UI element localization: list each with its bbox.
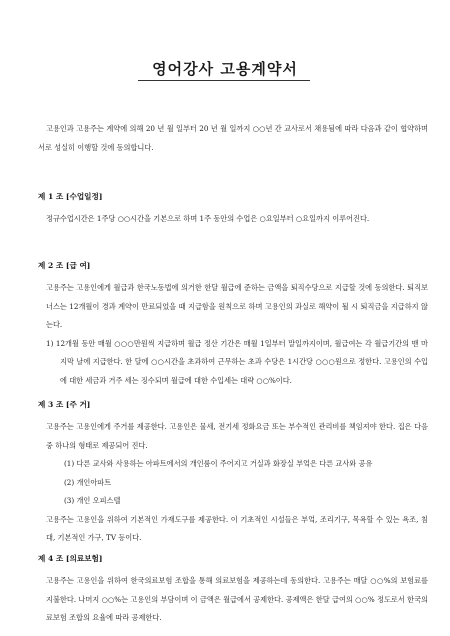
housing-option: (3) 개인 오피스텔 [64,496,121,505]
article-heading: 제 1 조 [수업일정] [38,192,103,201]
article-paragraph: 고용주는 고용인에게 월급과 한국노동법에 의거한 한달 월급에 준하는 금액을 퇴직수당으로 지급할 것에 동의한다. 퇴직보너스는 12개월이 경과 계약이 만료되었을 때 지급함을 원칙으로 하며 고용인의 과실로 해약이 될 시 퇴직금을 지급하지 않는다. [46,283,428,329]
article-paragraph: 정규수업시간은 1주당 ○○시간을 기본으로 하며 1주 동안의 수업은 ○요일부터 ○요일까지 이루어진다. [46,214,370,223]
article-heading: 제 2 조 [급 여] [38,261,91,270]
title-underline [138,80,310,81]
housing-option: (2) 개인아파트 [64,477,112,487]
article-1 [38,191,428,229]
intro-paragraph: 고용인과 고용주는 계약에 의해 20 년 월 일부터 20 년 월 일까지 ○○년 간 교사로서 채용됨에 따라 다음과 같이 협약하며 서로 성실히 이행할 것에 동의합니다. [38,124,428,152]
article-paragraph: 고용주는 고용인을 위하여 기본적인 가재도구를 제공한다. 이 기초적인 시설들은 부엌, 조리기구, 목욕할 수 있는 욕조, 침대, 기본적인 가구, TV 등이다. [46,514,428,542]
article-paragraph: 고용주는 고용인에게 주거를 제공한다. 고용인은 물세, 전기세 정화요금 또는 부수적인 관리비를 책임져야 한다. 집은 다음 중 하나의 형태로 제공되어 진다. [46,422,428,450]
article-paragraph: 고용주는 고용인을 위하여 한국의료보험 조합을 통해 의료보험을 제공하는데 동의한다. 고용주는 매달 ○○%의 보험료를 지불한다. 나머지 ○○%는 고용인의 부담이며 이 금액은 월급에서 공제한다. 공제액은 한달 급여의 ○○% 정도로서 한국의료보험 조합의 요율에 따라 공제한다. [46,576,428,622]
numbered-item: 1) 12개월 동안 매월 ○○○만원씩 지급하며 월급 정산 기간은 매월 1일부터 말일까지이며, 월급여는 각 월급기간의 맨 마지막 날에 지급한다. 한 달에 ○○시간을 초과하여 근무하는 초과 수당은 1시간당 ○○○원으로 정한다. 고용인의 수입에 대한 세금과 거주 세는 징수되며 월급에 대한 수입세는 대략 ○○%이다. [46,338,428,385]
document-title: 영어강사 고용계약서 [152,60,298,78]
article-3 [38,399,428,548]
article-heading: 제 3 조 [주 거] [38,400,91,409]
article-4 [38,553,428,628]
article-2 [38,260,428,390]
article-heading: 제 4 조 [의료보험] [38,554,103,563]
housing-option: (1) 다른 교사와 사용하는 아파트에서의 개인룸이 주어지고 거실과 화장실 부엌은 다른 교사와 공유 [64,459,373,468]
